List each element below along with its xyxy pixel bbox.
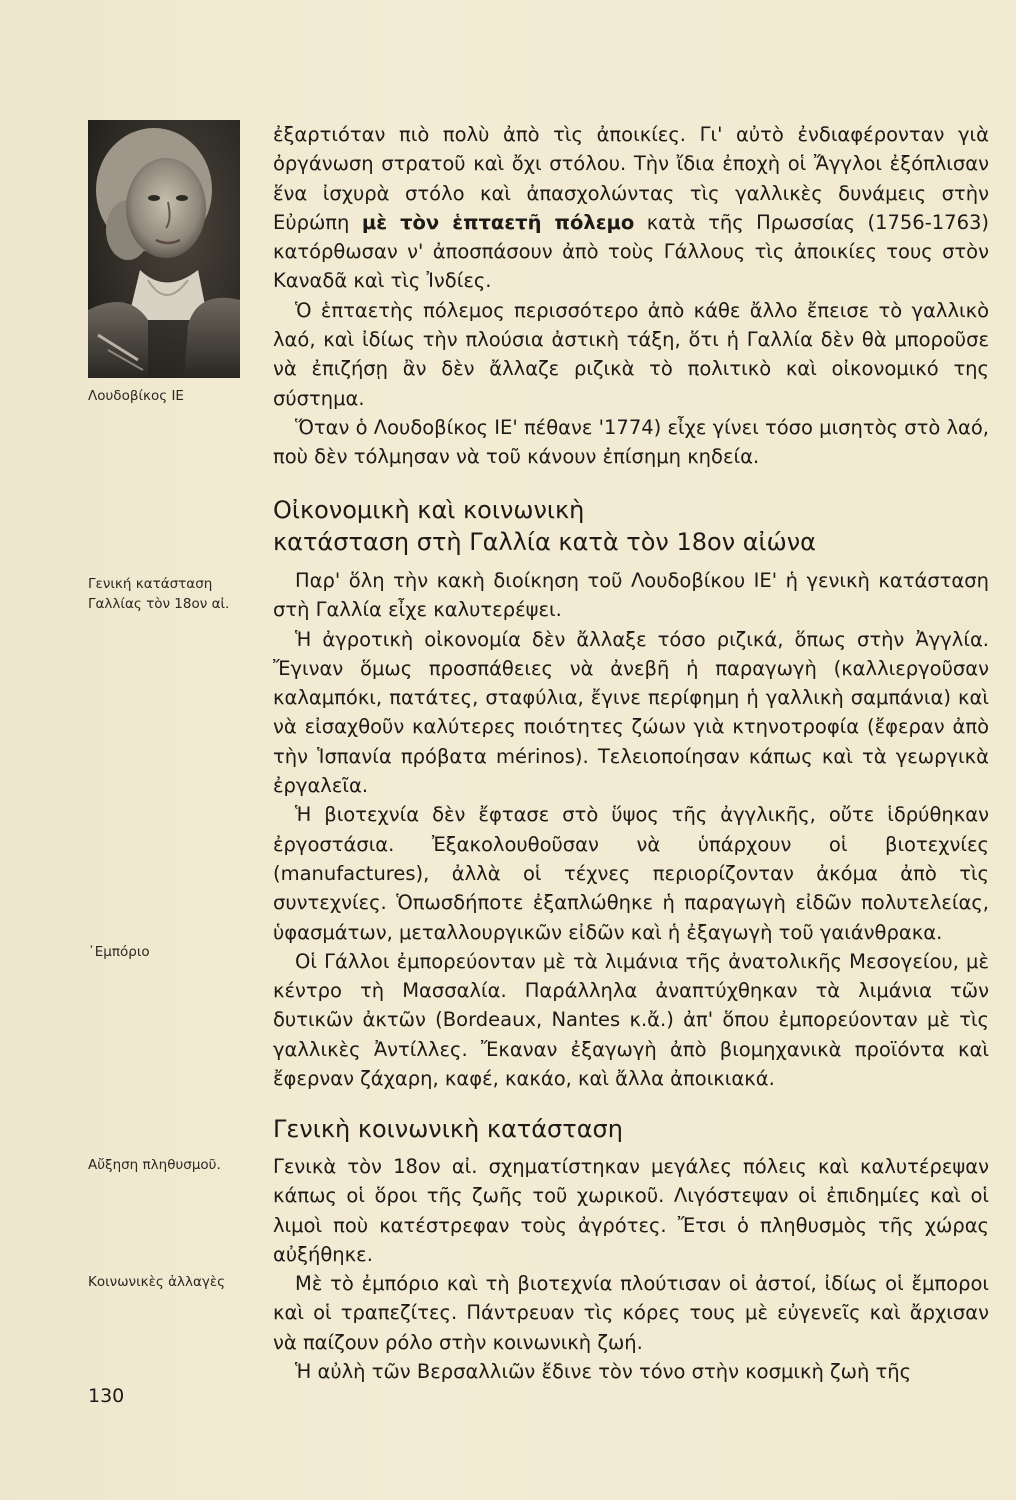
sidenote-general-situation: Γενική κατάσταση Γαλλίας τὸν 18ον αἰ.	[88, 576, 230, 612]
paragraph: Ὅταν ὁ Λουδοβίκος ΙΕ' πέθανε '1774) εἶχε γίνει τόσο μισητὸς στὸ λαό, ποὺ δὲν τόλμησαν νὰ τοῦ κάνουν ἐπίσημη κηδεία.	[273, 415, 989, 469]
paragraph: Ἡ αὐλὴ τῶν Βερσαλλιῶν ἔδινε τὸν τόνο στὴν κοσμικὴ ζωὴ τῆς	[295, 1360, 912, 1384]
portrait-image	[88, 120, 240, 378]
sidenote-trade: ᾿Εμπόριο	[88, 944, 150, 960]
section-economy	[273, 566, 989, 1093]
section-society	[273, 1152, 989, 1386]
paragraph: Οἱ Γάλλοι ἐμπορεύονταν μὲ τὰ λιμάνια τῆς ἀνατολικῆς Μεσογείου, μὲ κέντρο τὴ Μασσαλία. Παράλληλα ἀναπτύχθηκαν τὰ λιμάνια τῶν δυτικῶν ἀκτῶν (Bordeaux, Nantes κ.ἄ.) ἀπ' ὅπου ἐμπορεύονταν μὲ τὶς γαλλικὲς Ἀντίλλες. Ἔκαναν ἐξαγωγὴ ἀπὸ βιομηχανικὰ προϊόντα καὶ ἔφερναν ζάχαρη, καφέ, κακάο, καὶ ἄλλα ἀποικιακά.	[273, 949, 989, 1091]
section-heading	[273, 494, 989, 558]
section-heading: Γενικὴ κοινωνικὴ κατάσταση	[273, 1115, 623, 1143]
paragraph: Ἡ ἀγροτικὴ οἰκονομία δὲν ἄλλαξε τόσο ριζικά, ὅπως στὴν Ἀγγλία. Ἔγιναν ὅμως προσπάθειες νὰ ἀνεβῆ ἡ παραγωγὴ (καλλιεργοῦσαν καλαμπόκι, πατάτες, σταφύλια, ἔγινε περίφημη ἡ γαλλικὴ σαμπάνια) καὶ νὰ εἰσαχθοῦν καλύτερες ποιότητες ζώων γιὰ κτηνοτροφία (ἔφεραν ἀπὸ τὴν Ἱσπανία πρόβατα mérinos). Τελειοποίησαν κάπως καὶ τὰ γεωργικὰ ἐργαλεῖα.	[273, 627, 989, 798]
paragraph: Μὲ τὸ ἐμπόριο καὶ τὴ βιοτεχνία πλούτισαν οἱ ἀστοί, ἰδίως οἱ ἔμποροι καὶ οἱ τραπεζίτες. Πάντρευαν τὶς κόρες τους μὲ εὐγενεῖς καὶ ἄρχισαν νὰ παίζουν ρόλο στὴν κοινωνικὴ ζωή.	[273, 1272, 989, 1354]
section-seven-years-war	[273, 120, 989, 472]
sidenote-social-changes: Κοινωνικὲς ἀλλαγὲς	[88, 1274, 226, 1290]
portrait-caption: Λουδοβίκος ΙΕ	[88, 388, 184, 404]
paragraph: Ἡ βιοτεχνία δὲν ἔφτασε στὸ ὕψος τῆς ἀγγλικῆς, οὔτε ἱδρύθηκαν ἐργοστάσια. Ἐξακολουθοῦσαν νὰ ὑπάρχουν οἱ βιοτεχνίες (manufactures), ἀλλὰ οἱ τέχνες περιορίζονταν ἀκόμα ἀπὸ τὶς συντεχνίες. Ὁπωσδήποτε ἐξαπλώθηκε ἡ παραγωγὴ εἰδῶν πολυτελείας, ὑφασμάτων, μεταλλουργικῶν εἰδῶν καὶ ἡ ἐξαγωγὴ τοῦ γαιάνθρακα.	[273, 803, 989, 944]
paragraph: Ὁ ἑπταετὴς πόλεμος περισσότερο ἀπὸ κάθε ἄλλο ἔπεισε τὸ γαλλικὸ λαό, καὶ ἰδίως τὴν πλούσια ἀστικὴ τάξη, ὅτι ἡ Γαλλία δὲν θὰ μποροῦσε νὰ ἐπιζήσῃ ἂν δὲν ἄλλαζε ριζικὰ τὸ πολιτικὸ καὶ οἰκονομικό της σύστημα.	[273, 298, 989, 410]
paragraph: Παρ' ὅλη τὴν κακὴ διοίκηση τοῦ Λουδοβίκου ΙΕ' ἡ γενικὴ κατάσταση στὴ Γαλλία εἶχε καλυτερέψει.	[273, 569, 989, 622]
paragraph-text: ἐξαρτιόταν πιὸ πολὺ ἀπὸ τὶς ἀποικίες. Γι' αὐτὸ ἐνδιαφέρονταν γιὰ ὀργάνωση στρατοῦ καὶ ὄχι στόλου. Τὴν ἴδια ἐποχὴ οἱ Ἄγγλοι ἐξόπλισαν ἕνα ἰσχυρὰ στόλο καὶ ἀπασχολώντας τὶς γαλλικὲς δυνάμεις στὴν Εὐρώπη	[273, 123, 989, 234]
paragraph-text: κατὰ τῆς Πρωσσίας (1756-1763) κατόρθωσαν ν' ἀποσπάσουν ἀπὸ τοὺς Γάλλους τὶς ἀποικίες τους στὸν Καναδᾶ καὶ τὶς Ἰνδίες.	[273, 210, 989, 293]
paragraph	[273, 120, 989, 296]
portrait-louis-xv-icon	[88, 120, 240, 378]
heading-line: Οἰκονομικὴ καὶ κοινωνικὴ	[273, 496, 585, 524]
sidenote-population: Αὔξηση πληθυσμοῦ.	[88, 1157, 221, 1173]
heading-line: κατάσταση στὴ Γαλλία κατὰ τὸν 18ον αἰώνα	[273, 528, 816, 556]
paragraph: Γενικὰ τὸν 18ον αἰ. σχηματίστηκαν μεγάλες πόλεις καὶ καλυτέρεψαν κάπως οἱ ὅροι τῆς ζωῆς τοῦ χωρικοῦ. Λιγόστεψαν οἱ ἐπιδημίες καὶ οἱ λιμοὶ ποὺ κατέστρεφαν τοὺς ἀγρότες. Ἔτσι ὁ πληθυσμὸς τῆς χώρας αὐξήθηκε.	[273, 1155, 989, 1266]
bold-phrase: μὲ τὸν ἑπταετῆ πόλεμο	[361, 210, 635, 234]
page-number: 130	[88, 1385, 125, 1407]
